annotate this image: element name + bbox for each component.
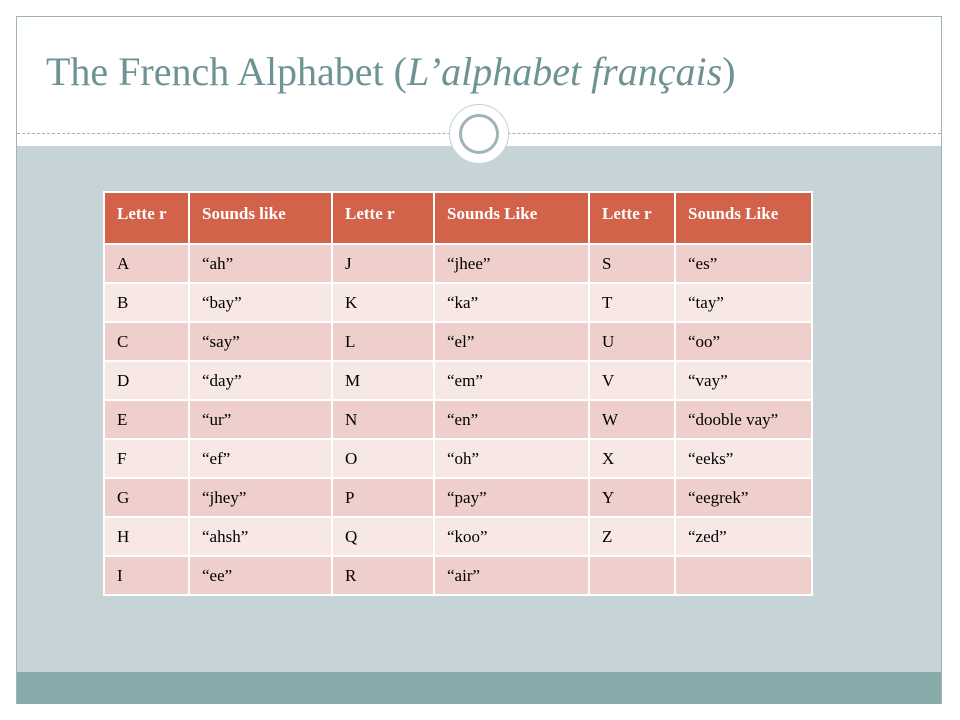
table-row [104, 400, 812, 439]
table-cell: “oh” [434, 439, 589, 478]
table-row [104, 283, 812, 322]
table-cell: W [589, 400, 675, 439]
table-row [104, 478, 812, 517]
table-cell: G [104, 478, 189, 517]
table-cell: “ur” [189, 400, 332, 439]
table-cell: “zed” [675, 517, 812, 556]
header-sounds-1: Sounds like [189, 192, 332, 244]
table-cell: B [104, 283, 189, 322]
table-cell: M [332, 361, 434, 400]
table-row [104, 556, 812, 595]
table-row [104, 322, 812, 361]
table-cell: “ah” [189, 244, 332, 283]
header-sounds-2: Sounds Like [434, 192, 589, 244]
slide-title [46, 48, 736, 95]
header-letter-3: Lette r [589, 192, 675, 244]
alphabet-table [103, 191, 813, 596]
table-cell: Z [589, 517, 675, 556]
title-close: ) [722, 49, 736, 94]
table-cell: “el” [434, 322, 589, 361]
table-cell [675, 556, 812, 595]
table-cell: K [332, 283, 434, 322]
table-cell: “pay” [434, 478, 589, 517]
table-cell: C [104, 322, 189, 361]
table-cell: Y [589, 478, 675, 517]
table-cell: E [104, 400, 189, 439]
table-cell: “say” [189, 322, 332, 361]
table-cell: “dooble vay” [675, 400, 812, 439]
footer-band [17, 672, 941, 704]
table-cell: L [332, 322, 434, 361]
table-cell: “air” [434, 556, 589, 595]
table-cell: F [104, 439, 189, 478]
table-cell: “ahsh” [189, 517, 332, 556]
table-row [104, 361, 812, 400]
table-cell: “jhey” [189, 478, 332, 517]
table-cell: “bay” [189, 283, 332, 322]
table-cell: X [589, 439, 675, 478]
table-cell: “jhee” [434, 244, 589, 283]
table-cell: I [104, 556, 189, 595]
table-cell: “day” [189, 361, 332, 400]
table-cell: “em” [434, 361, 589, 400]
table-cell: “tay” [675, 283, 812, 322]
circle-ornament-ring [459, 114, 499, 154]
table-cell: V [589, 361, 675, 400]
table-cell: “en” [434, 400, 589, 439]
table-cell: J [332, 244, 434, 283]
table-cell: S [589, 244, 675, 283]
table-cell: “eeks” [675, 439, 812, 478]
table-cell: “oo” [675, 322, 812, 361]
table-header-row [104, 192, 812, 244]
table-row [104, 439, 812, 478]
table-cell: Q [332, 517, 434, 556]
table-cell: N [332, 400, 434, 439]
header-letter-2: Lette r [332, 192, 434, 244]
table-cell [589, 556, 675, 595]
table-cell: “eegrek” [675, 478, 812, 517]
table-cell: “es” [675, 244, 812, 283]
table-cell: R [332, 556, 434, 595]
table-cell: “ee” [189, 556, 332, 595]
table-cell: D [104, 361, 189, 400]
table-cell: H [104, 517, 189, 556]
table-cell: O [332, 439, 434, 478]
header-sounds-3: Sounds Like [675, 192, 812, 244]
table-cell: “vay” [675, 361, 812, 400]
table-cell: A [104, 244, 189, 283]
table-cell: U [589, 322, 675, 361]
table-cell: T [589, 283, 675, 322]
table-row [104, 244, 812, 283]
table-row [104, 517, 812, 556]
table-cell: “ef” [189, 439, 332, 478]
title-main: The French Alphabet ( [46, 49, 407, 94]
table-cell: “ka” [434, 283, 589, 322]
header-letter-1: Lette r [104, 192, 189, 244]
title-italic: L’alphabet français [407, 49, 723, 94]
table-cell: “koo” [434, 517, 589, 556]
table-cell: P [332, 478, 434, 517]
